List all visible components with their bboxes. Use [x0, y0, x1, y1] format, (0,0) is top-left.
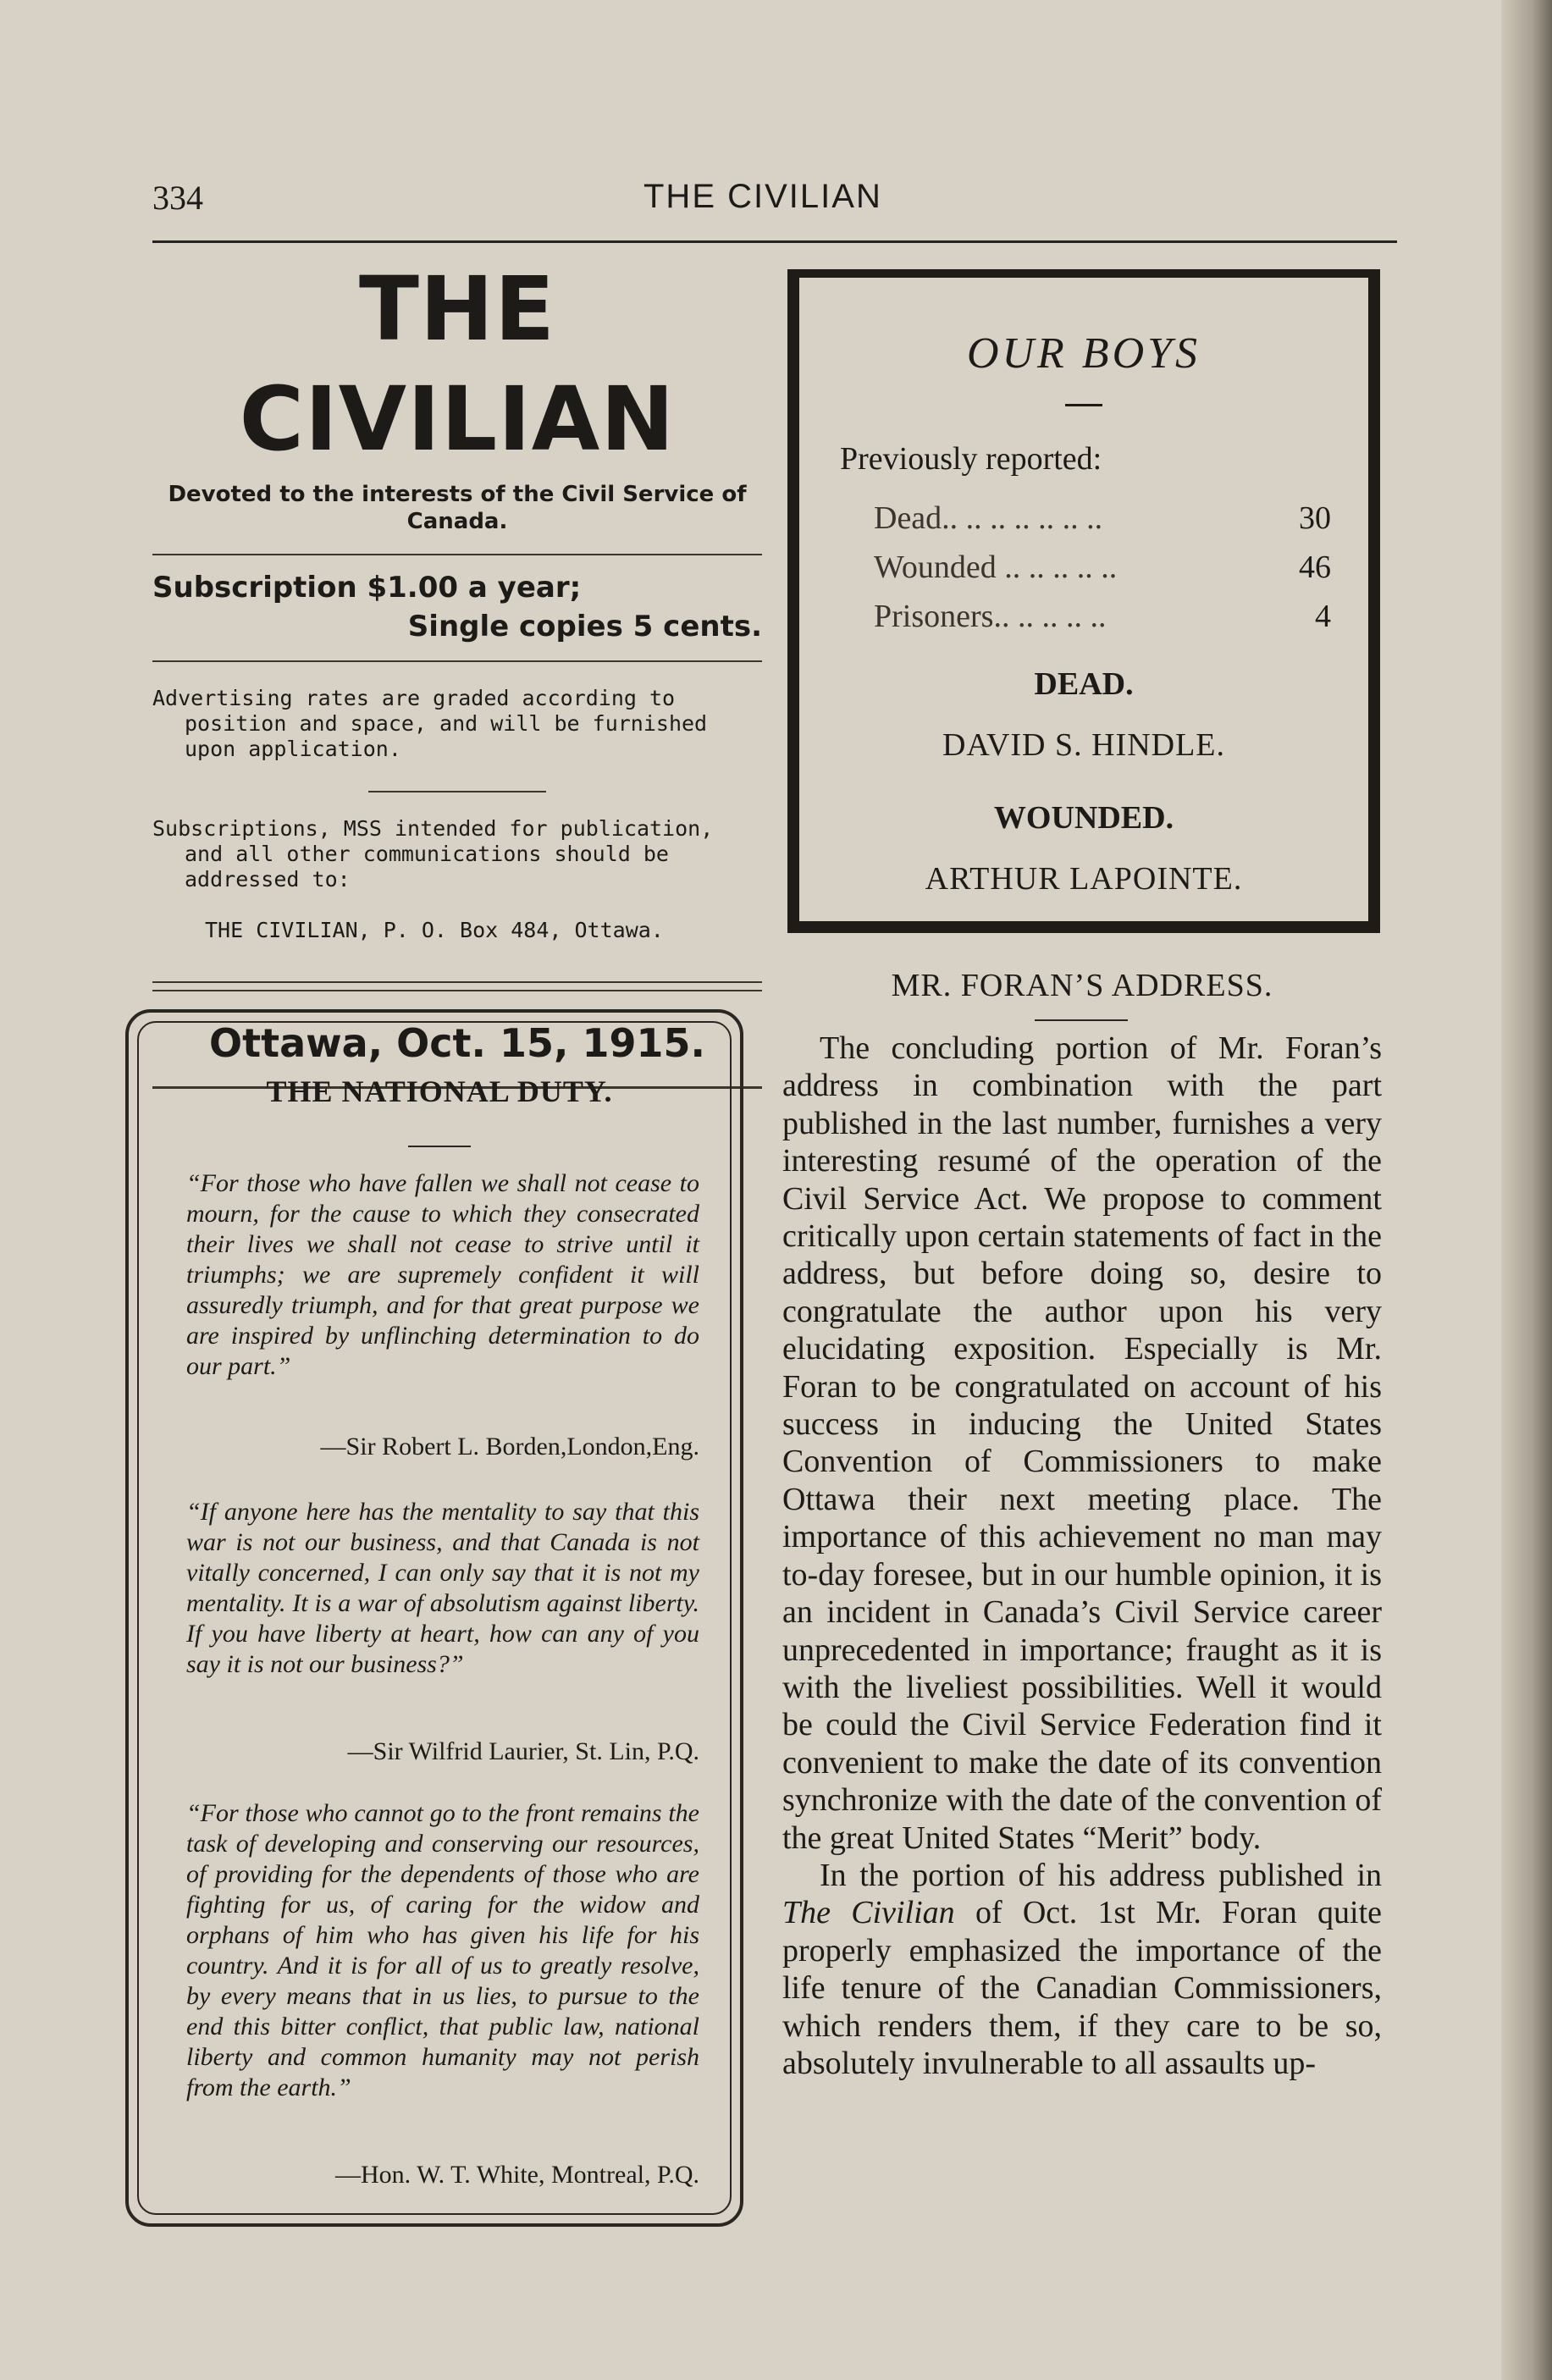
masthead	[152, 254, 762, 1089]
masthead-rule	[152, 554, 762, 555]
attribution-laurier: —Sir Wilfrid Laurier, St. Lin, P.Q.	[347, 1737, 699, 1765]
tally-value: 30	[1299, 500, 1331, 536]
tally-label: Prisoners.. .. .. .. ..	[874, 599, 1107, 634]
quote-borden: “For those who have fallen we shall not cease to mourn, for the cause to which they consecrated their lives we shall not cease to strive until it triumphs; we are supremely confident it will assuredly triumph, and for that great purpose we are inspired by unflinching determination to do our part.”	[186, 1169, 699, 1380]
mailing-address: THE CIVILIAN, P. O. Box 484, Ottawa.	[205, 918, 664, 942]
tally-value: 46	[1299, 549, 1331, 585]
page-edge	[1501, 0, 1552, 2380]
our-boys-box	[787, 269, 1380, 933]
tally-value: 4	[1315, 599, 1331, 634]
article-paragraph-1: The concluding portion of Mr. Foran’s address in combination with the part published in the last number, furnishes a very interesting resumé of the operation of the Civil Service Act. We propose to comment critically upon certain statements of fact in the address, but before doing so, desire to congratulate the author upon his very elucidating exposition. Especially is Mr. Foran to be congratulated on account of his success in inducing the United States Convention of Commissioners to make Ottawa their next meeting place. The importance of this achievement no man may to-day foresee, but in our humble opinion, it is an incident in Canada’s Civil Service career unprecedented in importance; fraught as it is with the liveliest possibilities. Well it would be could the Civil Service Federation find it convenient to make the date of its convention synchronize with the date of the convention of the great United States “Merit” body.	[782, 1030, 1382, 1856]
article-paragraph-2	[782, 1857, 1382, 2082]
double-rule	[152, 981, 762, 991]
wounded-name: ARTHUR LAPOINTE.	[925, 861, 1243, 897]
tally-label: Wounded .. .. .. .. ..	[874, 549, 1118, 585]
advertising-note: Advertising rates are graded according to position and space, and will be furnished upon application.	[152, 686, 708, 761]
quote-laurier: “If anyone here has the mentality to say that this war is not our business, and that Canada is not vitally concerned, I can only say that it is not my mentality. It is a war of absolutism against liberty. If you have liberty at heart, how can any of you say it is not our business?”	[186, 1498, 699, 1678]
national-duty-title: THE NATIONAL DUTY.	[266, 1074, 613, 1108]
masthead-rule	[152, 660, 762, 662]
page-number: 334	[152, 179, 203, 217]
publication-name: The Civilian	[782, 1895, 955, 1931]
national-duty-inner-border	[137, 1021, 732, 2215]
header-rule	[152, 240, 1397, 243]
wounded-heading: WOUNDED.	[993, 800, 1174, 836]
article-body	[782, 1030, 1382, 2082]
national-duty-dash	[408, 1146, 471, 1147]
our-boys-title: OUR BOYS	[966, 329, 1201, 378]
masthead-tagline: Devoted to the interests of the Civil Service of Canada.	[168, 482, 747, 534]
subscriptions-note: Subscriptions, MSS intended for publication, and all other communications should be addressed to:	[152, 816, 714, 892]
our-boys-dash	[1065, 404, 1102, 406]
paragraph-2-start: In the portion of his address published in	[820, 1857, 1382, 1893]
running-head	[152, 178, 1397, 229]
quote-white: “For those who cannot go to the front remains the task of developing and conserving our resources, of providing for the dependents of those who are fighting for us, of caring for the widow and orphans of him who has given his life for his country. And it is for all of us to greatly resolve, by every means that in us lies, to pursue to the end this bitter conflict, that public law, national liberty and common humanity may not perish from the earth.”	[186, 1799, 699, 2101]
dead-heading: DEAD.	[1034, 666, 1134, 702]
attribution-borden: —Sir Robert L. Borden,London,Eng.	[320, 1433, 699, 1461]
issue-date: Ottawa, Oct. 15, 1915.	[208, 1020, 705, 1066]
article-dash	[1035, 1019, 1128, 1021]
subscription-price: Subscription $1.00 a year;	[152, 571, 582, 605]
dead-name: DAVID S. HINDLE.	[942, 727, 1226, 763]
article-title: MR. FORAN’S ADDRESS.	[891, 968, 1273, 1003]
previously-reported: Previously reported:	[840, 441, 1102, 477]
short-rule	[368, 791, 546, 792]
tally-label: Dead.. .. .. .. .. .. ..	[874, 500, 1103, 536]
attribution-white: —Hon. W. T. White, Montreal, P.Q.	[335, 2161, 699, 2189]
national-duty-box	[125, 1009, 743, 2227]
paragraph-2-end: of Oct. 1st Mr. Foran quite properly emphasized the importance of the life tenure of the Canadian Commissioners, which renders them, if they care to be so, absolutely invulnerable to all assaults up-	[782, 1895, 1382, 2081]
masthead-title: THE CIVILIAN	[239, 257, 676, 471]
single-copy-price: Single copies 5 cents.	[407, 610, 762, 643]
running-title: THE CIVILIAN	[643, 178, 882, 215]
